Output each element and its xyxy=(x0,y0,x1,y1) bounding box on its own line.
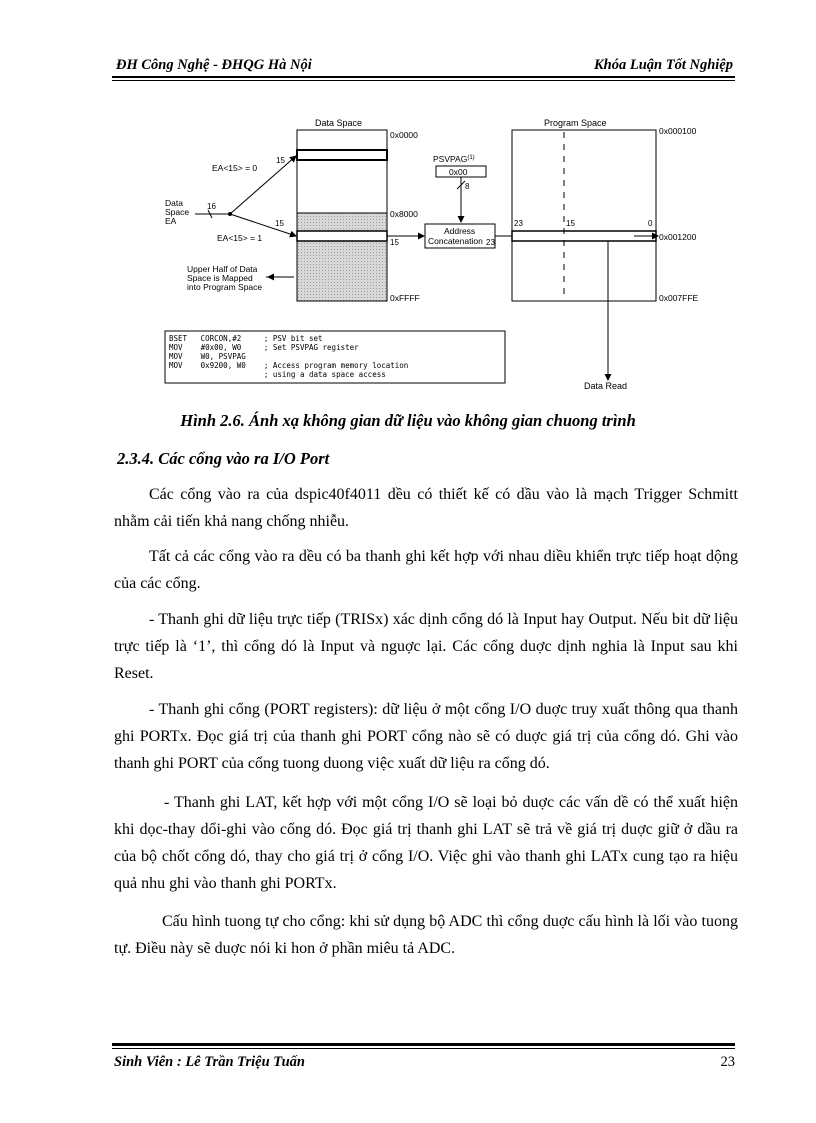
program-space-box xyxy=(512,130,656,301)
concat-1: Address xyxy=(444,226,476,236)
bits-23b: 23 xyxy=(514,219,523,228)
upper-half-3: into Program Space xyxy=(187,282,263,292)
header-left: ĐH Công Nghệ - ĐHQG Hà Nội xyxy=(116,57,312,73)
bits-8: 8 xyxy=(465,182,470,191)
paragraph-4: - Thanh ghi cổng (PORT registers): dữ liệu ở một cổng I/O duợc truy xuất thông qua thanh ghi PORTx. Đọc giá trị của thanh ghi PORT cổng nào sẽ có duợc giá trị của cổng dó. Ghi vào thanh ghi PORT của cổng tuong duong việc xuất dữ liệu ra cổng dó. xyxy=(114,701,738,772)
code-line: MOV #0x00, W0 ; Set PSVPAG register xyxy=(169,343,359,352)
ea-zero-label: EA<15> = 0 xyxy=(212,163,258,173)
code-line: MOV W0, PSVPAG xyxy=(169,352,246,361)
addr-000100: 0x000100 xyxy=(659,126,697,136)
code-line: MOV 0x9200, W0 ; Access program memory location xyxy=(169,361,409,370)
data-read-label: Data Read xyxy=(584,381,628,391)
data-space-region-high xyxy=(297,231,387,241)
footer-author: Sinh Viên : Lê Trần Triệu Tuấn xyxy=(114,1054,305,1070)
bits-15a: 15 xyxy=(276,156,285,165)
paragraph-1: Các cổng vào ra của dspic40f4011 dều có thiết kế có dầu vào là mạch Trigger Schmitt nhằm cải tiến khả nang chống nhiễu. xyxy=(114,486,738,530)
page-number: 23 xyxy=(720,1054,735,1070)
bits-23a: 23 xyxy=(486,238,495,247)
upper-half-2: Space is Mapped xyxy=(187,273,253,283)
footer-rule-thin xyxy=(112,1048,735,1049)
addr-001200: 0x001200 xyxy=(659,232,697,242)
footer-rule xyxy=(112,1043,735,1046)
upper-half-1: Upper Half of Data xyxy=(187,264,258,274)
paragraph-6: Cấu hình tuong tự cho cổng: khi sử dụng bộ ADC thì cổng duợc cấu hình là lối vào tuong tự. Điều này sẽ duợc nói ki hon ở phần miêu tả ADC. xyxy=(114,913,738,957)
addr-ffff: 0xFFFF xyxy=(390,293,420,303)
addr-0000: 0x0000 xyxy=(390,130,418,140)
paragraph-3: - Thanh ghi dữ liệu trực tiếp (TRISx) xác dịnh cổng dó là Input hay Output. Nếu bit dữ liệu trực tiếp là ‘1’, thì cổng dó là Input và nguợc lại. Các cổng duợc dịnh nghia là Input sau khi Reset. xyxy=(114,611,738,682)
data-space-region-low xyxy=(297,150,387,160)
paragraph-2: Tất cả các cổng vào ra dều có ba thanh ghi kết hợp với nhau diều khiển trực tiếp hoạt dộng của các cổng. xyxy=(114,548,738,592)
paragraph-5: - Thanh ghi LAT, kết hợp với một cổng I/O sẽ loại bỏ duợc các vấn dề có thể xuất hiện khi dọc-thay dổi-ghi vào cổng dó. Đọc giá trị thanh ghi LAT sẽ trả về giá trị duợc giữ ở dầu ra của bộ chốt cổng dó, thay cho giá trị ở cổng I/O. Việc ghi vào thanh ghi LATx cung tạo ra hiệu quả nhu ghi vào thanh ghi PORTx. xyxy=(114,794,738,892)
concat-2: Concatenation xyxy=(428,236,483,246)
code-line: ; using a data space access xyxy=(169,370,386,379)
page-header xyxy=(112,55,735,77)
header-right: Khóa Luận Tốt Nghiệp xyxy=(594,57,733,73)
header-rule-thin xyxy=(112,80,735,81)
bits-15d: 15 xyxy=(566,219,575,228)
program-space-title: Program Space xyxy=(544,118,607,128)
bits-0: 0 xyxy=(648,219,653,228)
code-line: BSET CORCON,#2 ; PSV bit set xyxy=(169,334,323,343)
data-space-title: Data Space xyxy=(315,118,363,128)
addr-007ffe: 0x007FFE xyxy=(659,293,699,303)
data-label-2: Space xyxy=(165,207,190,217)
psv-mapping-figure xyxy=(160,114,720,396)
addr-8000: 0x8000 xyxy=(390,209,418,219)
data-space-upper-half xyxy=(297,213,387,301)
data-label-1: Data xyxy=(165,198,183,208)
header-rule xyxy=(112,76,735,78)
section-title: 2.3.4. Các cổng vào ra I/O Port xyxy=(117,449,330,468)
bits-16: 16 xyxy=(207,202,216,211)
psvpag-value: 0x00 xyxy=(449,167,468,177)
ea-one-label: EA<15> = 1 xyxy=(217,233,263,243)
figure-caption: Hình 2.6. Ánh xạ không gian dữ liệu vào không gian chuong trình xyxy=(180,411,636,430)
bits-15c: 15 xyxy=(390,238,399,247)
bits-15b: 15 xyxy=(275,219,284,228)
psvpag-label: PSVPAG$^{(1)}$ xyxy=(433,154,475,164)
data-label-3: EA xyxy=(165,216,177,226)
